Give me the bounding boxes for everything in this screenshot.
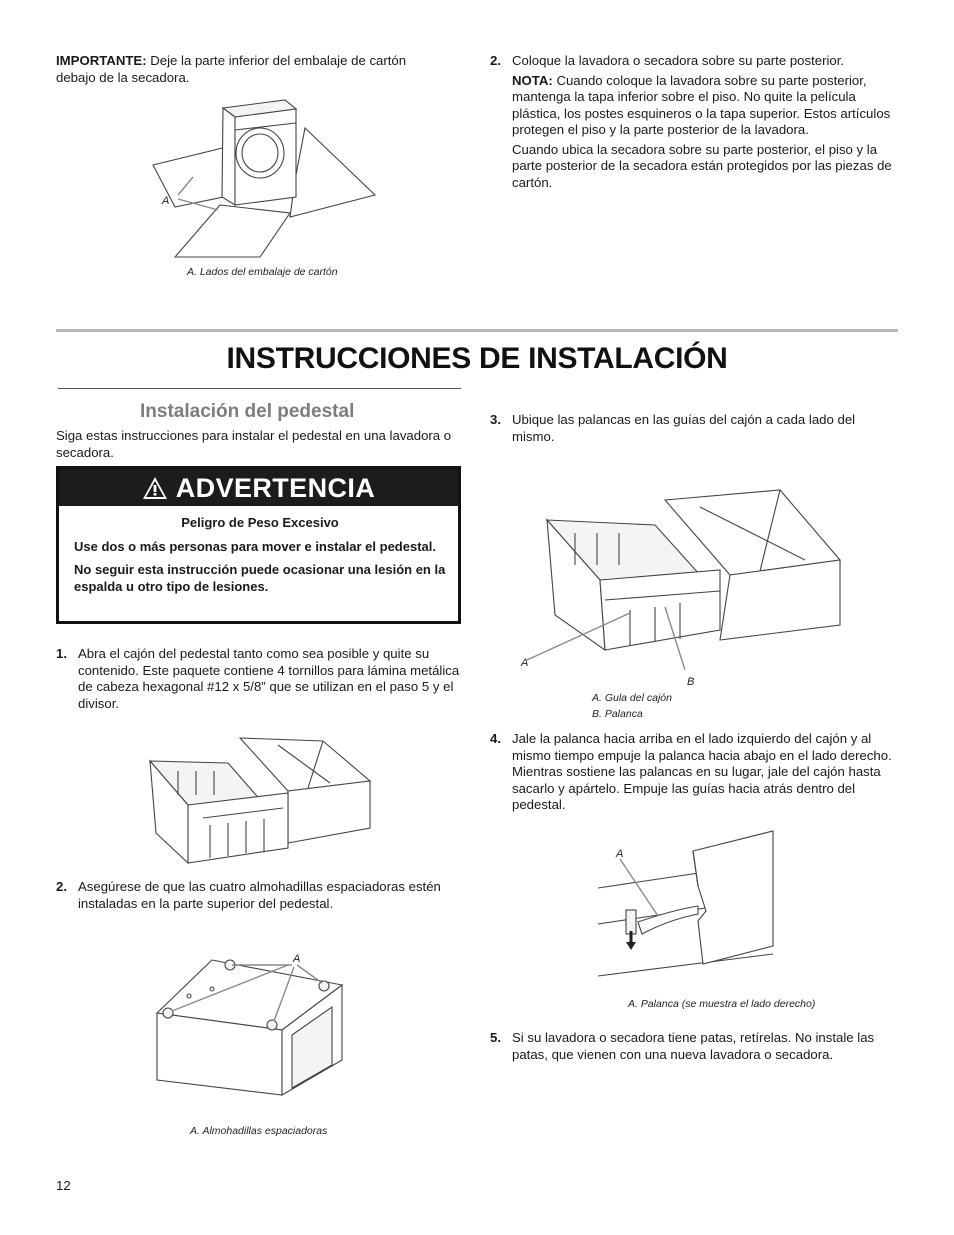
carton-side-front bbox=[175, 205, 290, 257]
warning-line-2: No seguir esta instrucción puede ocasionar una lesión en la espalda u otro tipo de lesiones. bbox=[74, 562, 446, 594]
lever bbox=[638, 906, 698, 934]
step-text: Ubique las palancas en las guías del cajón a cada lado del mismo. bbox=[512, 412, 856, 444]
guide-caption-a: A. Gula del cajón bbox=[592, 692, 672, 704]
step-number: 1. bbox=[56, 646, 67, 661]
warning-hazard: Peligro de Peso Excesivo bbox=[181, 515, 339, 530]
guide-label-b: B bbox=[687, 676, 695, 688]
warning-triangle-icon bbox=[142, 476, 168, 500]
step-text: Coloque la lavadora o secadora sobre su parte posterior. bbox=[512, 53, 845, 68]
spacer-pad bbox=[163, 1008, 173, 1018]
warning-title: ADVERTENCIA bbox=[175, 472, 376, 503]
lever-caption: A. Palanca (se muestra el lado derecho) bbox=[628, 998, 816, 1010]
importante-label: IMPORTANTE: bbox=[56, 53, 147, 68]
step-text: Abra el cajón del pedestal tanto como sea posible y quite su contenido. Este paquete contiene 4 tornillos para lámina metálica de cabeza hexagonal #12 x 5/8” que se utilizan en el paso 5 y el divisor. bbox=[78, 646, 460, 711]
warning-body bbox=[74, 515, 446, 602]
step-number: 3. bbox=[490, 412, 501, 427]
nota-text: Cuando coloque la lavadora sobre su parte posterior, mantenga la tapa inferior sobre el piso. No quite la película plástica, los postes esquineros o la tapa superior. Estos artículos protegen el piso y la parte posterior de la lavadora. bbox=[512, 72, 891, 137]
spacer-label-a: A bbox=[293, 953, 301, 965]
dryer-door bbox=[236, 128, 284, 178]
step-number: 2. bbox=[490, 53, 501, 68]
page-title: INSTRUCCIONES DE INSTALACIÓN bbox=[226, 342, 728, 375]
warning-line-1: Use dos o más personas para mover e instalar el pedestal. bbox=[74, 538, 436, 554]
right-step-3 bbox=[490, 412, 895, 445]
section-rule bbox=[56, 329, 898, 332]
left-step-1 bbox=[56, 646, 461, 712]
step-number: 2. bbox=[56, 879, 67, 894]
carton-side-right bbox=[290, 128, 375, 217]
secadora-paragraph: Cuando ubica la secadora sobre su parte posterior, el piso y la parte posterior de la secadora están protegidos por las piezas de cartón. bbox=[512, 141, 892, 190]
left-step-2 bbox=[56, 879, 461, 912]
subsection-title: Instalación del pedestal bbox=[140, 401, 355, 422]
subsection-rule bbox=[58, 388, 461, 389]
warning-box bbox=[56, 466, 461, 624]
lever-figure bbox=[598, 826, 783, 986]
nota-label: NOTA: bbox=[512, 72, 553, 88]
intro-text: Siga estas instrucciones para instalar el pedestal en una lavadora o secadora. bbox=[56, 428, 452, 460]
right-step-5 bbox=[490, 1030, 895, 1063]
importante-text: Deje la parte inferior del embalaje de cartón debajo de la secadora. bbox=[56, 53, 407, 85]
importante-note bbox=[56, 53, 436, 86]
drawer-guide-figure bbox=[535, 485, 855, 655]
nota-paragraph bbox=[512, 73, 895, 139]
step-text: Jale la palanca hacia arriba en el lado izquierdo del cajón y al mismo tiempo empuje la palanca hacia abajo en el lado derecho. Mientras sostiene las palancas en su lugar, jale del cajón hasta sacarlo y apártelo. Empuje las guías hacia atrás dentro del pedestal. bbox=[512, 731, 892, 812]
step-number: 4. bbox=[490, 731, 501, 746]
lever-slot bbox=[626, 910, 636, 934]
cabinet-top bbox=[665, 490, 840, 575]
page-number: 12 bbox=[56, 1178, 71, 1193]
carton-caption: A. Lados del embalaje de cartón bbox=[187, 266, 338, 278]
spacer-caption: A. Almohadillas espaciadoras bbox=[190, 1125, 328, 1137]
top-step-2 bbox=[490, 53, 895, 191]
carton-label-a: A bbox=[162, 195, 170, 207]
pedestal-top-figure bbox=[152, 955, 352, 1115]
step-text: Si su lavadora o secadora tiene patas, retírelas. No instale las patas, que vienen con una nueva lavadora o secadora. bbox=[512, 1030, 875, 1062]
pedestal-drawer-open-figure bbox=[148, 733, 378, 865]
guide-caption-b: B. Palanca bbox=[592, 708, 643, 720]
step-number: 5. bbox=[490, 1030, 501, 1045]
spacer-pad bbox=[267, 1020, 277, 1030]
dryer-side bbox=[222, 108, 235, 205]
warning-header bbox=[59, 469, 458, 506]
guide-label-a: A bbox=[521, 657, 529, 669]
carton-figure bbox=[150, 95, 390, 260]
step-text: Asegúrese de que las cuatro almohadillas espaciadoras estén instaladas en la parte superior del pedestal. bbox=[78, 879, 441, 911]
right-step-4 bbox=[490, 731, 895, 814]
lever-label-a: A bbox=[616, 848, 624, 860]
